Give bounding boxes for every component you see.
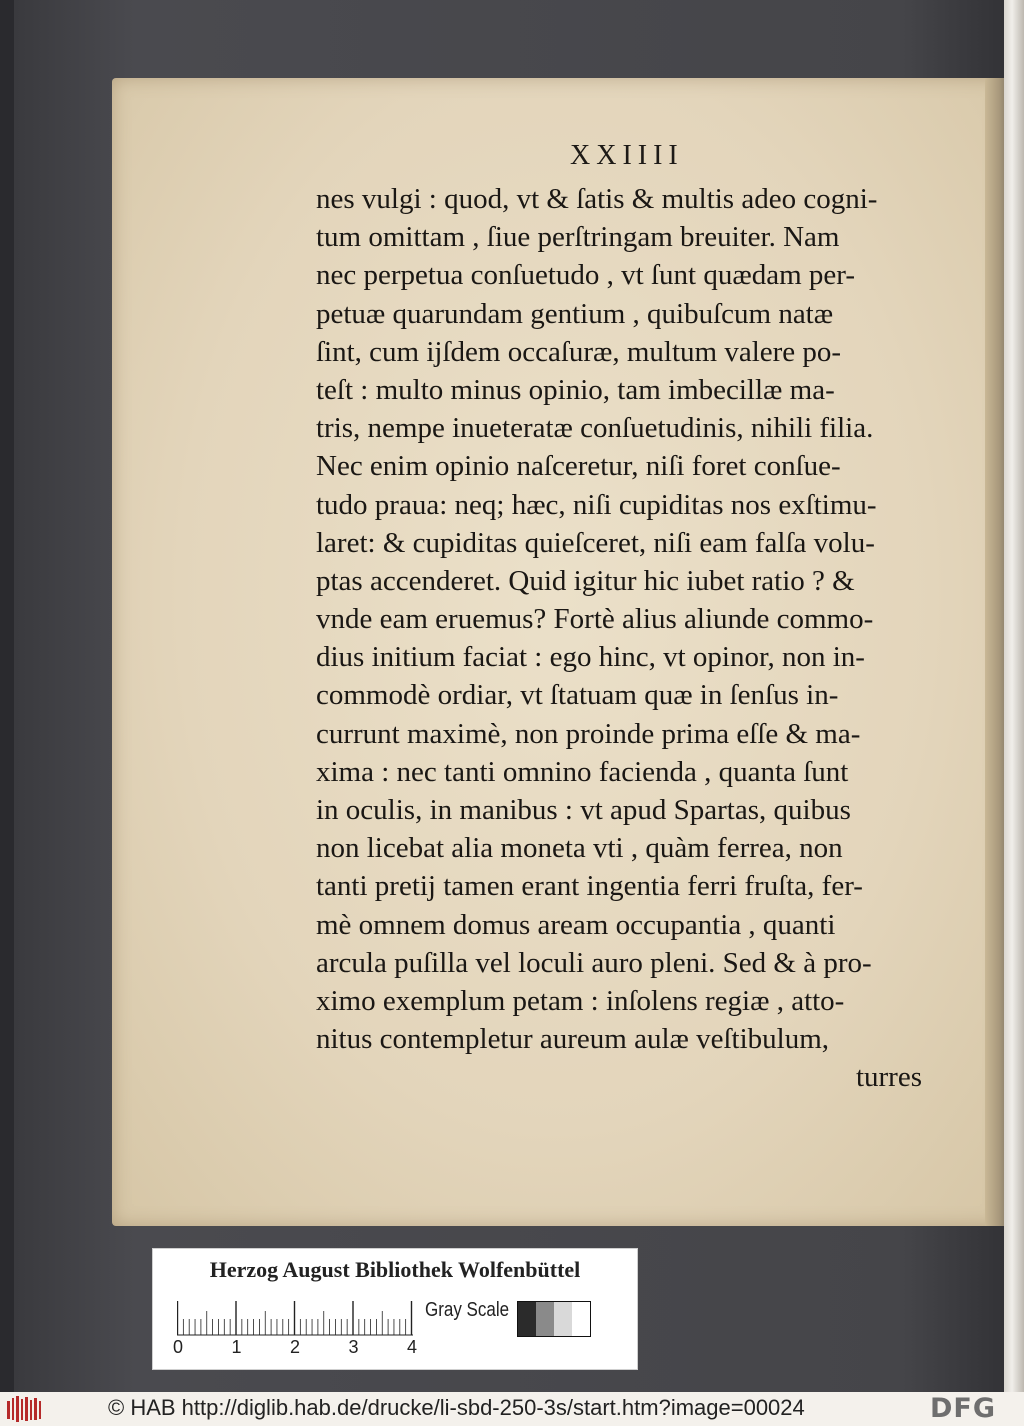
color-scale-card	[152, 1248, 638, 1370]
text-block	[316, 180, 946, 1097]
gray-scale-label: Gray Scale	[425, 1299, 510, 1321]
ruler-number: 1	[231, 1337, 242, 1357]
page-number: XXIIII	[570, 140, 684, 171]
ruler-number: 4	[407, 1337, 418, 1357]
text-line: ximo exemplum petam : inſolens regiæ , atto-	[316, 984, 845, 1017]
text-line: nes vulgi : quod, vt & ſatis & multis adeo cogni-	[316, 183, 878, 215]
text-line: tum omittam , ſiue perſtringam breuiter. Nam	[316, 221, 840, 254]
text-line: tris, nempe inueteratæ conſuetudinis, nihili filia.	[316, 412, 874, 445]
text-line: dius initium faciat : ego hinc, vt opinor, non in-	[316, 641, 865, 674]
text-line: xima : nec tanti omnino facienda , quanta ſunt	[316, 755, 849, 788]
page-edge-stack	[1004, 0, 1024, 1392]
text-line: ſint, cum ijſdem occaſuræ, multum valere po-	[316, 335, 842, 368]
text-line: arcula puſilla vel loculi auro pleni. Sed & à pro-	[316, 946, 872, 979]
text-line: in oculis, in manibus : vt apud Spartas, quibus	[316, 794, 851, 826]
text-line: Nec enim opinio naſceretur, niſi foret conſue-	[316, 450, 841, 483]
dfg-logo: DFG	[930, 1393, 997, 1424]
footer-bar	[0, 1392, 1024, 1426]
ruler-number: 3	[348, 1337, 359, 1357]
hab-barcode-logo-icon	[6, 1395, 46, 1423]
gray-patch	[554, 1302, 572, 1336]
ruler-number: 0	[173, 1337, 184, 1357]
gray-patch	[572, 1302, 590, 1336]
text-line: non licebat alia moneta vti , quàm ferrea, non	[316, 832, 843, 865]
text-line: tudo praua: neq; hæc, niſi cupiditas nos exſtimu-	[316, 488, 877, 521]
text-line: teſt : multo minus opinio, tam imbecillæ ma-	[316, 373, 835, 406]
catchword: turres	[855, 1061, 922, 1094]
text-line: nec perpetua conſuetudo , vt ſunt quædam per-	[316, 259, 855, 292]
text-line: tanti pretij tamen erant ingentia ferri fruſta, fer-	[316, 870, 863, 903]
gray-patch	[536, 1302, 554, 1336]
text-line: laret: & cupiditas quieſceret, niſi eam falſa volu-	[316, 526, 875, 559]
text-line: mè omnem domus aream occupantia , quanti	[316, 908, 836, 941]
text-line: nitus contempletur aureum aulæ veſtibulum,	[316, 1023, 830, 1056]
library-name: Herzog August Bibliothek Wolfenbüttel	[209, 1257, 581, 1282]
text-line: vnde eam eruemus? Fortè alius aliunde commo-	[316, 603, 874, 636]
gray-scale-patches	[517, 1301, 591, 1337]
text-line: commodè ordiar, vt ſtatuam quæ in ſenſus in-	[316, 679, 839, 712]
ruler	[177, 1297, 417, 1337]
text-line: petuæ quarundam gentium , quibuſcum natæ	[316, 297, 834, 330]
gray-patch	[518, 1302, 536, 1336]
text-line: currunt maximè, non proinde prima eſſe & ma-	[316, 717, 861, 750]
ruler-number: 2	[290, 1337, 301, 1357]
footer-citation: © HAB http://diglib.hab.de/drucke/li-sbd-250-3s/start.htm?image=00024	[108, 1395, 805, 1420]
text-line: ptas accenderet. Quid igitur hic iubet ratio ? &	[316, 564, 855, 597]
